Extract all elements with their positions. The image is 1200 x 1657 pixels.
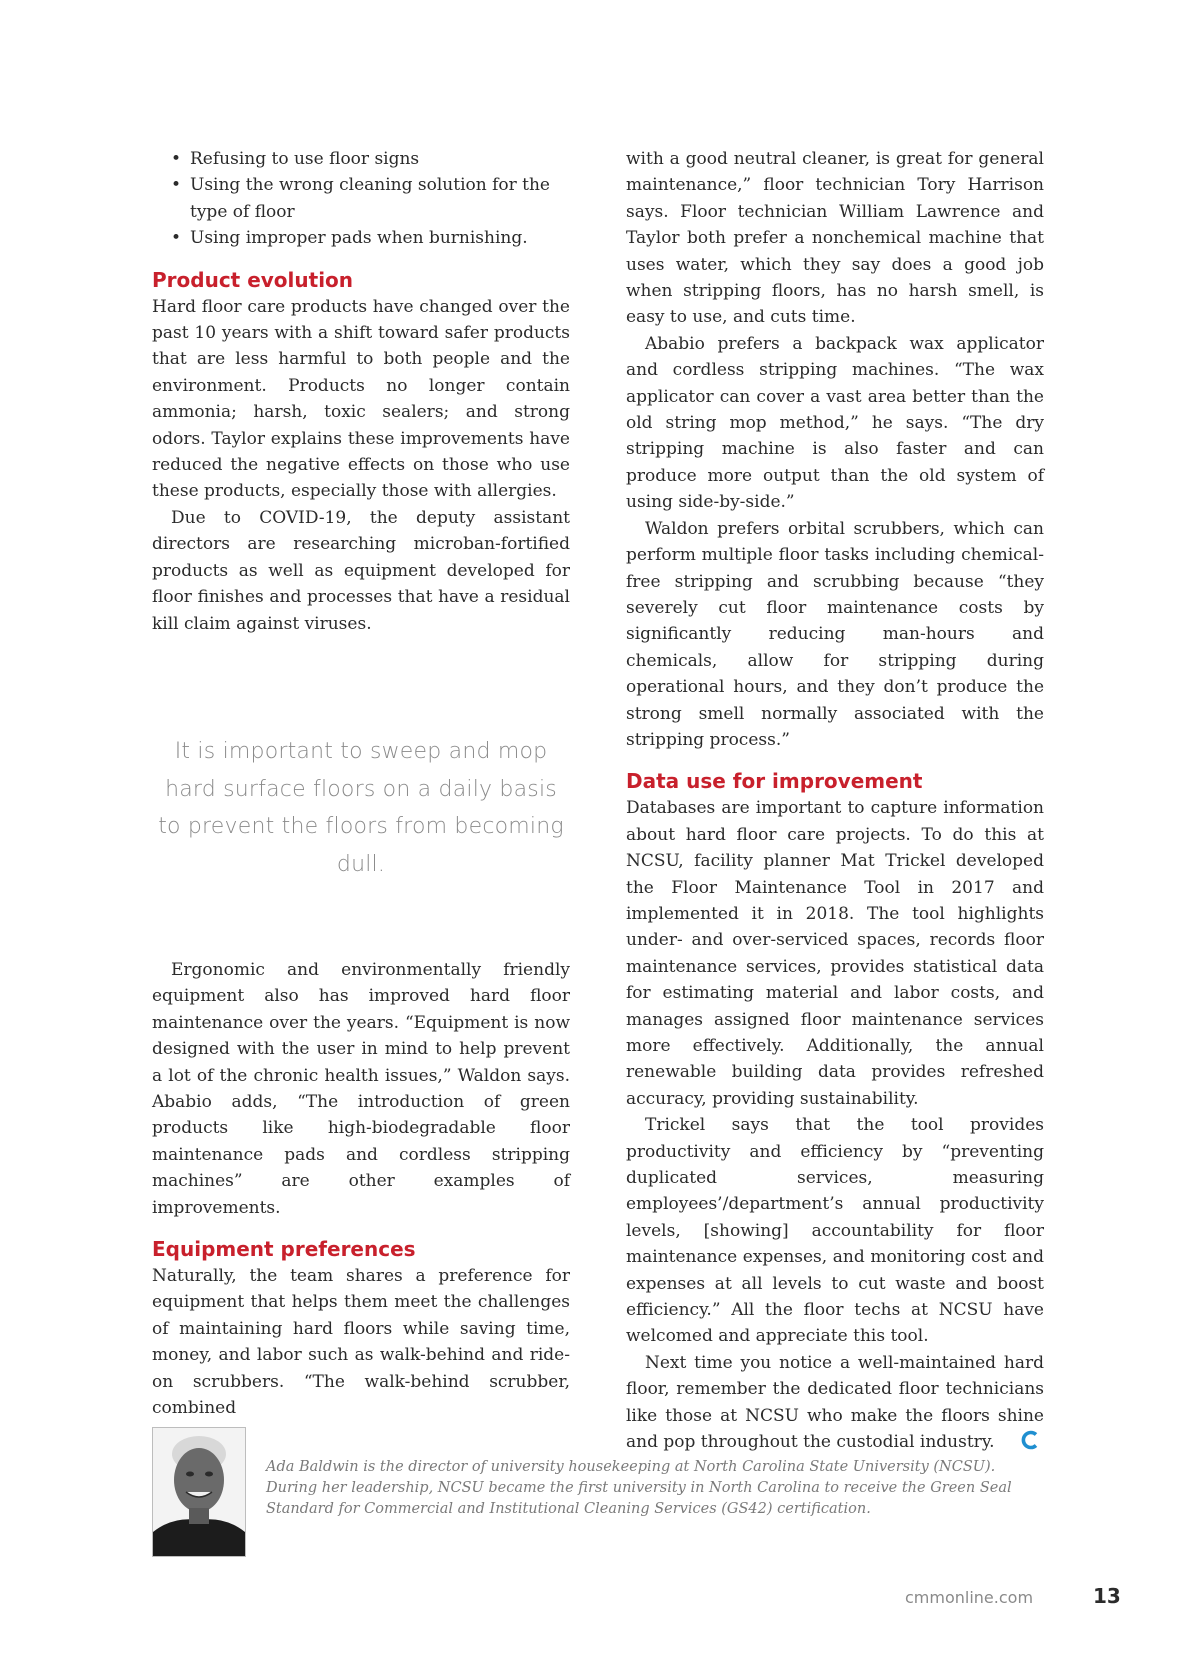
section-heading-data-use: Data use for improvement — [626, 769, 923, 794]
list-item: • Using the wrong cleaning solution for the type of floor — [190, 172, 570, 225]
page-number: 13 — [1093, 1584, 1121, 1608]
author-photo — [152, 1427, 246, 1557]
body-paragraph: Naturally, the team shares a preference for equipment that helps them meet the challenges of maintaining hard floors while saving time, money, and labor such as walk-behind and ride-on scrubbers. “The walk-behind scrubber, combined — [152, 1266, 570, 1419]
author-bio-block — [152, 1427, 1052, 1557]
body-paragraph: Waldon prefers orbital scrubbers, which can perform multiple floor tasks including chemical-free stripping and scrubbing because “they severely cut floor maintenance costs by significantly reducing man-hours and chemicals, allow for stripping during operational hours, and they don’t produce the strong smell normally associated with the stripping process.” — [626, 518, 1044, 750]
final-sentence: Next time you notice a well-maintained hard floor, remember the dedicated floor technicians like those at NCSU who make the floors shine and pop throughout the custodial industry. — [626, 1352, 1044, 1453]
footer-website: cmmonline.com — [905, 1588, 1034, 1607]
left-column-lower — [152, 957, 570, 1422]
list-item: • Refusing to use floor signs — [190, 146, 570, 172]
section-heading-equipment-preferences: Equipment preferences — [152, 1237, 416, 1262]
mistakes-list — [152, 146, 570, 252]
section-heading-product-evolution: Product evolution — [152, 267, 354, 292]
body-paragraph: Trickel says that the tool provides productivity and efficiency by “preventing duplicated services, measuring employees’/department’s annual productivity levels, [showing] accountability for floor maintenance expenses, and monitoring cost and expenses at all levels to cut waste and boost efficiency.” All the floor techs at NCSU have welcomed and appreciate this tool. — [626, 1115, 1044, 1347]
body-paragraph: Databases are important to capture information about hard floor care projects. To do this at NCSU, facility planner Mat Trickel developed the Floor Maintenance Tool in 2017 and implemented it in 2018. The tool highlights under- and over-serviced spaces, records floor maintenance services, provides statistical data for estimating material and labor costs, and manages assigned floor maintenance services more effectively. Additionally, the annual renewable building data provides refreshed accuracy, providing sustainability. — [626, 798, 1044, 1109]
list-item: • Using improper pads when burnishing. — [190, 225, 570, 251]
body-paragraph: Due to COVID-19, the deputy assistant directors are researching microban-fortified products as well as equipment developed for floor finishes and processes that have a residual kill claim against viruses. — [152, 507, 570, 634]
body-paragraph: Ergonomic and environmentally friendly equipment also has improved hard floor maintenance over the years. “Equipment is now designed with the user in mind to help prevent a lot of the chronic health issues,” Waldon says. Ababio adds, “The introduction of green products like high-biodegradable floor maintenance pads and cordless stripping machines” are other examples of improvements. — [152, 960, 570, 1218]
pull-quote: It is important to sweep and mop hard surface floors on a daily basis to prevent the floors from becoming dull. — [158, 739, 564, 877]
author-bio-text: Ada Baldwin is the director of university housekeeping at North Carolina State University (NCSU). During her leadership, NCSU became the first university in North Carolina to receive the Green Seal Standard for Commercial and Institutional Cleaning Services (GS42) certification. — [266, 1459, 1012, 1517]
body-paragraph: Hard floor care products have changed over the past 10 years with a shift toward safer products that are less harmful to both people and the environment. Products no longer contain ammonia; harsh, toxic sealers; and strong odors. Taylor explains these improvements have reduced the negative effects on those who use these products, especially those with allergies. — [152, 296, 570, 502]
body-paragraph: with a good neutral cleaner, is great for general maintenance,” floor technician Tory Harrison says. Floor technician William Lawrence and Taylor both prefer a nonchemical machine that uses water, which they say does a good job when stripping floors, has no harsh smell, is easy to use, and cuts time. — [626, 149, 1044, 328]
right-column — [626, 146, 1044, 1456]
body-paragraph: Ababio prefers a backpack wax applicator and cordless stripping machines. “The wax applicator can cover a vast area better than the old string mop method,” he says. “The dry stripping machine is also faster and can produce more output than the old system of using side-by-side.” — [626, 333, 1044, 513]
left-column — [152, 146, 570, 637]
